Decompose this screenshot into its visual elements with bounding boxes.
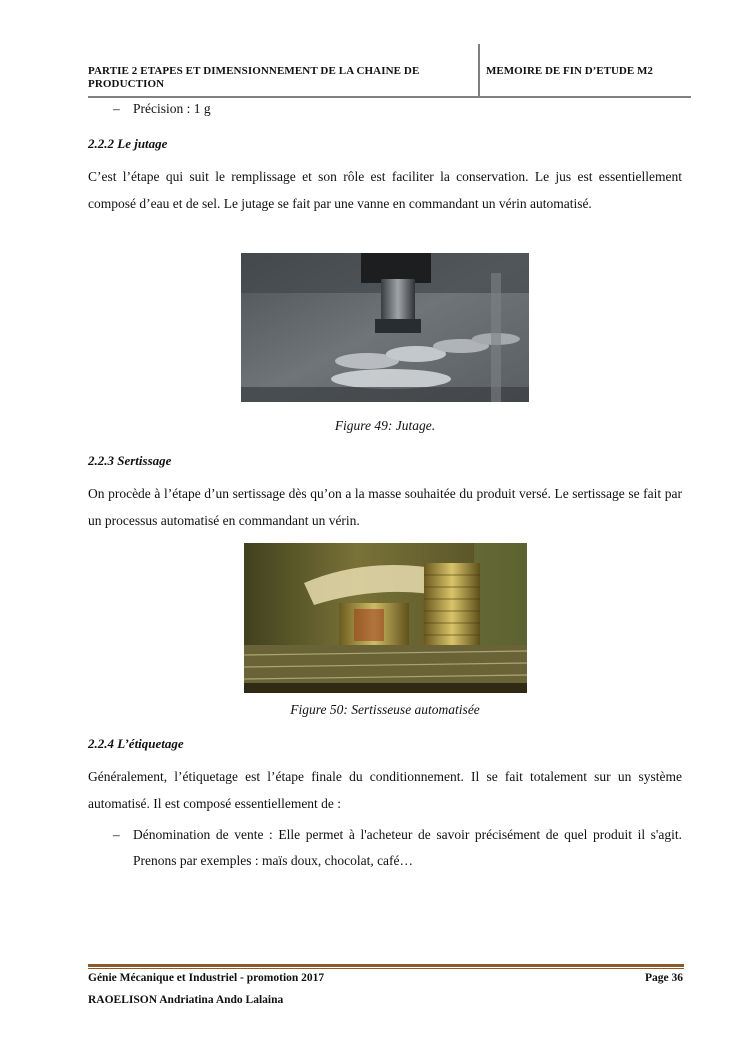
precision-item: Précision : 1 g bbox=[133, 101, 211, 116]
footer-department: Génie Mécanique et Industriel - promotion 2017 bbox=[88, 972, 325, 984]
photo-sertisseuse bbox=[244, 543, 527, 693]
section-heading-jutage: 2.2.2 Le jutage bbox=[88, 136, 168, 151]
footer-rule bbox=[88, 964, 684, 967]
section-heading-etiquetage: 2.2.4 L’étiquetage bbox=[88, 736, 184, 751]
photo-jutage bbox=[241, 253, 529, 402]
header-section-title bbox=[88, 65, 478, 91]
bullet-marker: – bbox=[113, 827, 120, 842]
denomination-item: Dénomination de vente : Elle permet à l'acheteur de savoir précisément de quel produit il s'agit. Prenons par exemples : maïs doux, chocolat, café… bbox=[133, 827, 682, 868]
header-title-line2: PRODUCTION bbox=[88, 78, 165, 90]
footer-author: RAOELISON Andriatina Ando Lalaina bbox=[88, 994, 284, 1006]
paragraph-sertissage: On procède à l’étape d’un sertissage dès qu’on a la masse souhaitée du produit versé. Le sertissage se fait par un processus automatisé en commandant un vérin. bbox=[88, 486, 682, 528]
paragraph-jutage: C’est l’étape qui suit le remplissage et son rôle est faciliter la conservation. Le jus est essentiellement composé d’eau et de sel. Le jutage se fait par une vanne en commandant un vérin automatisé. bbox=[88, 169, 682, 211]
page-number: Page 36 bbox=[644, 972, 683, 984]
header-document-title: MEMOIRE DE FIN D’ETUDE M2 bbox=[486, 65, 653, 77]
header-title-line1: PARTIE 2 ETAPES ET DIMENSIONNEMENT DE LA CHAINE DE bbox=[88, 65, 420, 77]
figure-caption-sertissage: Figure 50: Sertisseuse automatisée bbox=[290, 702, 480, 717]
bullet-marker: – bbox=[113, 101, 120, 116]
footer-rule-thin bbox=[88, 968, 684, 969]
section-heading-sertissage: 2.2.3 Sertissage bbox=[88, 453, 172, 468]
page-header bbox=[88, 44, 691, 98]
header-divider bbox=[478, 44, 480, 98]
figure-caption-jutage: Figure 49: Jutage. bbox=[334, 418, 436, 433]
paragraph-etiquetage: Généralement, l’étiquetage est l’étape finale du conditionnement. Il se fait totalement sur un système automatisé. Il est composé essentiellement de : bbox=[88, 769, 682, 811]
